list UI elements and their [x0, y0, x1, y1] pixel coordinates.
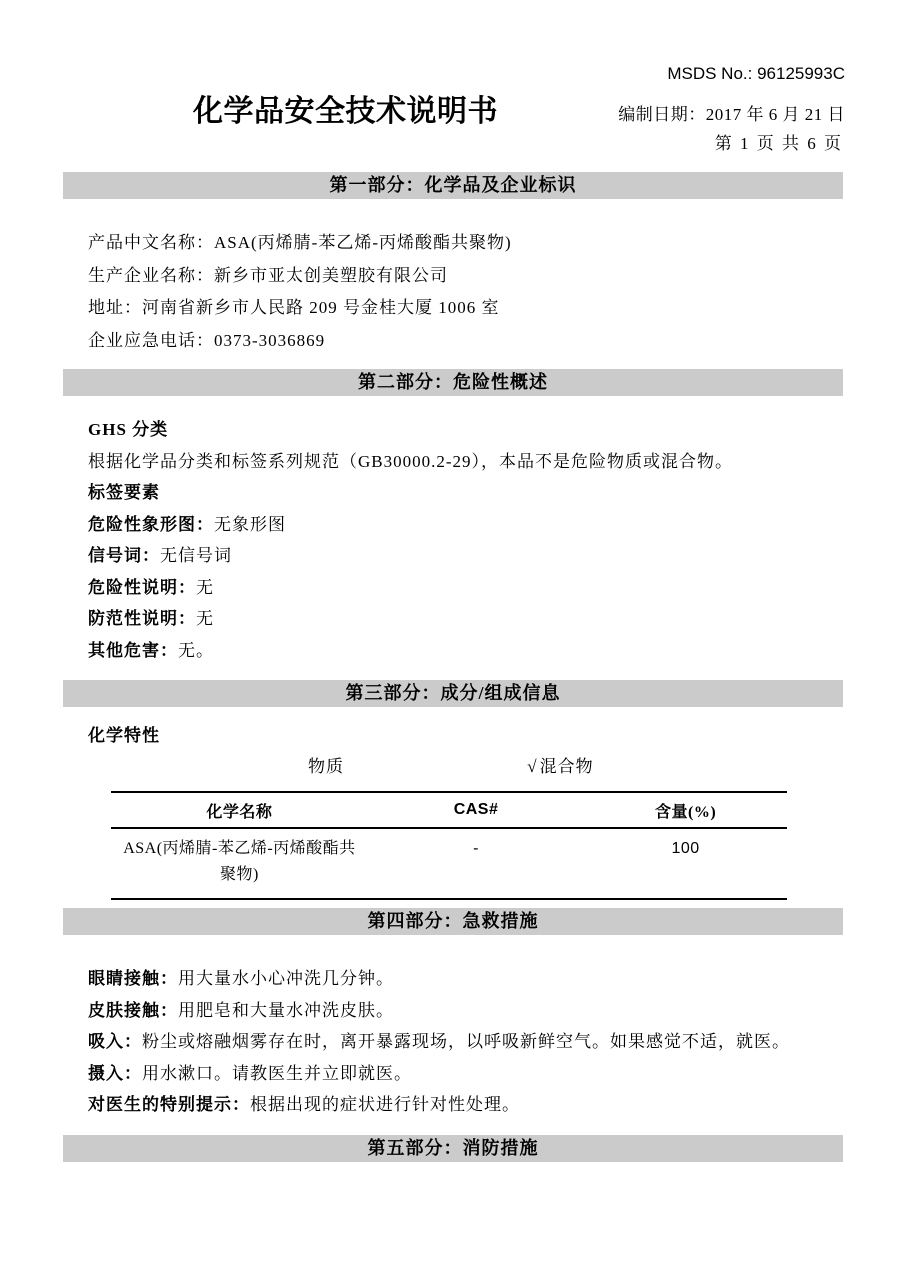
document-title: 化学品安全技术说明书: [193, 95, 498, 128]
section2-content: [0, 396, 900, 680]
section1-header: 第一部分：化学品及企业标识: [63, 172, 843, 199]
field-emergency-phone-label: 企业应急电话：: [88, 330, 214, 350]
field-ingestion-value: 用水漱口。请教医生并立即就医。: [142, 1063, 412, 1083]
field-hazard-pictogram: [88, 509, 842, 541]
field-note-to-physician-label: 对医生的特别提示：: [88, 1095, 250, 1115]
field-hazard-statement-label: 危险性说明：: [88, 577, 196, 597]
field-note-to-physician: [88, 1089, 842, 1121]
mixture-option-label: 混合物: [539, 757, 594, 776]
field-signal-word: [88, 540, 842, 572]
section4-header: 第四部分：急救措施: [63, 908, 843, 935]
check-icon: √: [527, 757, 538, 776]
field-inhalation: [88, 1026, 842, 1058]
section4-content: [0, 935, 900, 1135]
field-emergency-phone-value: 0373-3036869: [214, 330, 326, 350]
section3-header: 第三部分：成分/组成信息: [63, 680, 843, 707]
section5-header: 第五部分：消防措施: [63, 1135, 843, 1162]
field-eye-contact: [88, 963, 842, 995]
field-eye-contact-value: 用大量水小心冲洗几分钟。: [178, 969, 394, 988]
field-skin-contact: [88, 995, 842, 1027]
field-manufacturer: [88, 260, 842, 293]
field-ingestion-label: 摄入：: [88, 1063, 142, 1083]
ghs-classification-text: 根据化学品分类和标签系列规范（GB30000.2-29），本品不是危险物质或混合物。: [88, 451, 734, 471]
substance-option: 物质: [308, 757, 344, 776]
page-number: 第 1 页 共 6 页: [714, 134, 843, 153]
field-skin-contact-value: 用肥皂和大量水冲洗皮肤。: [178, 1000, 394, 1020]
msds-number: MSDS No.: 96125993C: [667, 64, 845, 83]
section3-content: [0, 707, 900, 908]
mixture-option: [527, 753, 593, 781]
composition-table: [111, 791, 787, 900]
composition-table-row: [111, 828, 787, 899]
issue-date: 编制日期：2017 年 6 月 21 日: [618, 105, 845, 124]
field-address: [88, 292, 842, 325]
field-signal-word-value: 无信号词: [160, 546, 232, 565]
column-content-percent: 含量(%): [584, 792, 787, 828]
label-elements-heading: 标签要素: [88, 483, 160, 502]
field-other-hazards: [88, 635, 842, 667]
substance-mixture-row: [88, 753, 842, 781]
ghs-classification-heading: GHS 分类: [88, 420, 169, 439]
field-product-name-label: 产品中文名称：: [88, 233, 214, 252]
field-precautionary-statement-label: 防范性说明：: [88, 609, 196, 628]
field-precautionary-statement-value: 无: [196, 609, 214, 628]
field-hazard-statement: [88, 572, 842, 604]
field-precautionary-statement: [88, 603, 842, 635]
field-product-name: [88, 227, 842, 260]
field-eye-contact-label: 眼睛接触：: [88, 969, 178, 988]
field-ingestion: [88, 1058, 842, 1090]
field-hazard-statement-value: 无: [196, 577, 214, 597]
field-other-hazards-value: 无。: [178, 640, 214, 660]
field-emergency-phone: [88, 325, 842, 358]
column-cas-number: CAS#: [368, 792, 584, 828]
field-hazard-pictogram-value: 无象形图: [214, 514, 286, 534]
field-skin-contact-label: 皮肤接触：: [88, 1000, 178, 1020]
field-address-value: 河南省新乡市人民路 209 号金桂大厦 1006 室: [142, 298, 500, 317]
section2-header: 第二部分：危险性概述: [63, 369, 843, 396]
field-address-label: 地址：: [88, 298, 142, 317]
composition-table-header-row: [111, 792, 787, 828]
cell-chemical-name: ASA(丙烯腈-苯乙烯-丙烯酸酯共聚物): [123, 840, 356, 883]
field-inhalation-value: 粉尘或熔融烟雾存在时，离开暴露现场，以呼吸新鲜空气。如果感觉不适，就医。: [142, 1032, 790, 1052]
field-note-to-physician-value: 根据出现的症状进行针对性处理。: [250, 1095, 520, 1115]
field-signal-word-label: 信号词：: [88, 546, 160, 565]
section1-content: [0, 199, 900, 369]
field-manufacturer-label: 生产企业名称：: [88, 265, 214, 285]
field-inhalation-label: 吸入：: [88, 1032, 142, 1052]
cell-content-percent: 100: [671, 840, 700, 857]
field-manufacturer-value: 新乡市亚太创美塑胶有限公司: [214, 265, 448, 285]
field-other-hazards-label: 其他危害：: [88, 640, 178, 660]
field-hazard-pictogram-label: 危险性象形图：: [88, 514, 214, 534]
document-header: [0, 0, 900, 172]
column-chemical-name: 化学名称: [111, 792, 368, 828]
chemical-characteristics-heading: 化学特性: [88, 726, 160, 745]
cell-cas-number: -: [473, 840, 479, 857]
field-product-name-value: ASA(丙烯腈-苯乙烯-丙烯酸酯共聚物): [214, 233, 512, 252]
